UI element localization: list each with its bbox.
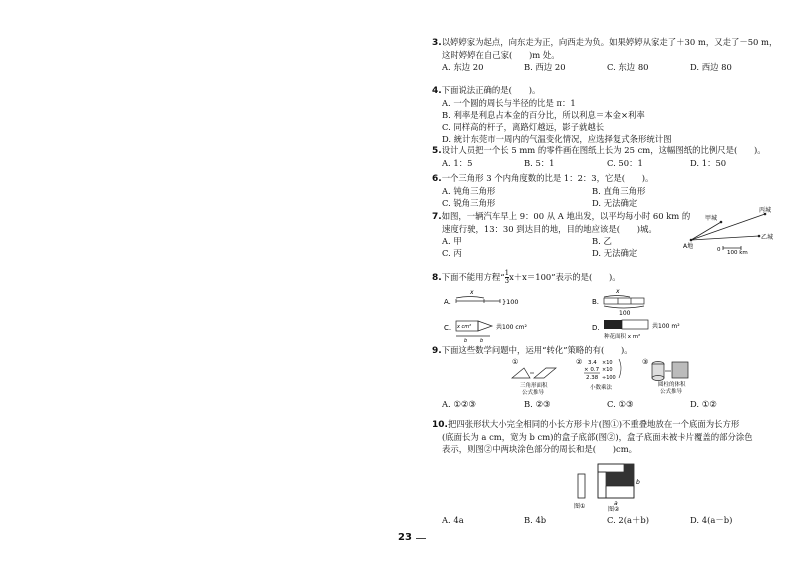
question-number: 3. (432, 38, 442, 48)
option-a-label[interactable]: A. (444, 298, 451, 306)
question-text: 下面这些数学问题中，运用“转化”策略的有( )。 (441, 345, 633, 355)
option-c[interactable]: C. 丙 (442, 248, 462, 258)
question-8 (432, 270, 782, 285)
b-brace-top (604, 296, 630, 298)
label-bing: 丙城 (759, 207, 772, 214)
fig1-parallelogram (534, 368, 556, 378)
option-c[interactable]: C. 锐角三角形 (442, 198, 496, 208)
options-row (432, 514, 782, 526)
a-brace-top (456, 297, 484, 299)
question-number: 6. (432, 174, 442, 184)
option-b[interactable]: B. 直角三角形 (592, 186, 646, 196)
d-planted-area (604, 320, 622, 329)
c-b-label: b (464, 338, 468, 344)
c-box-label: x cm² (457, 324, 472, 330)
option-a[interactable]: A. 甲 (442, 236, 462, 246)
question-number: 10. (432, 420, 448, 430)
option-b[interactable]: B. 5：1 (524, 158, 555, 168)
question-number: 5. (432, 146, 442, 156)
question-number: 8. (432, 273, 442, 283)
option-d[interactable]: D. 西边 80 (690, 62, 732, 72)
options-row (432, 61, 782, 73)
question-text: 表示，则图②中两块涂色部分的周长和是( )cm。 (442, 444, 638, 454)
scale-label: 100 km (727, 250, 748, 256)
option-d[interactable]: D. ①② (690, 399, 717, 409)
question-10 (432, 418, 782, 455)
fig2-mark: ② (576, 358, 583, 366)
question-text: 如图，一辆汽车早上 9：00 从 A 地出发，以平均每小时 60 km 的 (441, 211, 691, 221)
label-b: b (636, 479, 640, 486)
question-10-options (432, 514, 782, 526)
option-b[interactable]: B. 西边 20 (524, 62, 566, 72)
option-b-label[interactable]: B. (592, 298, 600, 306)
scale-zero: 0 (717, 247, 721, 253)
fig2-row2: × 0.7 (584, 367, 600, 373)
fig3-cuboid (672, 362, 688, 378)
question-number: 7. (432, 212, 442, 222)
option-a[interactable]: A. 4a (442, 515, 464, 525)
option-d[interactable]: D. 4(a－b) (690, 515, 733, 525)
fig3-caption-2: 公式推导 (660, 389, 683, 395)
a-x-label: x (470, 289, 474, 296)
b-brace-bottom (604, 306, 644, 308)
point-jia (720, 221, 723, 224)
fig1-caption-1: 三角形面积 (520, 383, 548, 389)
d-total: 共100 m² (652, 323, 680, 330)
fig2-caption: 图② (608, 506, 620, 512)
question-text: 下面不能用方程“ (441, 272, 505, 282)
question-text: 这时婷婷在自己家( )m 处。 (442, 50, 560, 60)
q9-figures (508, 356, 748, 396)
fig3-cylinder-bottom (652, 376, 664, 381)
option-a[interactable]: A. ①②③ (442, 399, 476, 409)
fig2-row3b: ÷100 (602, 375, 616, 381)
fig2-caption: 小数乘法 (590, 385, 613, 391)
options-row (432, 398, 782, 410)
option-d-label[interactable]: D. (592, 324, 600, 332)
q7-map-figure (683, 206, 783, 256)
fraction-denominator: 3 (504, 277, 510, 285)
d-remaining-area (622, 320, 648, 329)
c-b-label-2: b (480, 338, 484, 344)
shaded-area-middle (606, 472, 624, 486)
card-bottom (606, 486, 634, 498)
options-row (432, 157, 782, 169)
option-b[interactable]: B. ②③ (524, 399, 551, 409)
question-6 (432, 172, 782, 209)
question-text: 设计人员把一个长 5 mm 的零件画在图纸上长为 25 cm，这幅图纸的比例尺是( )。 (441, 145, 766, 155)
label-yi: 乙城 (761, 234, 774, 241)
fig1-mark: ① (512, 358, 519, 366)
fig2-bracket (619, 359, 621, 378)
option-d[interactable]: D. 統计东莞市一周内的气温变化情况，应选择复式条形统计图 (442, 134, 672, 144)
a-total: }100 (502, 298, 519, 306)
fig3-caption-1: 圆柱的体积 (658, 382, 686, 388)
option-b[interactable]: B. 4b (524, 515, 547, 525)
option-a[interactable]: A. 一个圆的周长与半径的比是 π：1 (442, 98, 576, 108)
question-number: 9. (432, 346, 442, 356)
fig2-row1b: ×10 (602, 360, 613, 366)
question-text: 一个三角形 3 个内角度数的比是 1：2：3，它是( )。 (441, 173, 654, 183)
point-yi (758, 235, 761, 238)
question-5 (432, 144, 782, 169)
question-text: x＋x＝100”表示的是( )。 (509, 272, 621, 282)
page-number-dash (416, 538, 426, 539)
option-c[interactable]: C. 东边 80 (607, 62, 649, 72)
fig2-row1: 3.4 (588, 360, 597, 366)
fig2-row2b: ×10 (602, 367, 613, 373)
options-row (432, 185, 782, 197)
option-d[interactable]: D. 1：50 (690, 158, 727, 168)
option-c[interactable]: C. 2(a＋b) (607, 515, 650, 525)
question-3 (432, 36, 782, 73)
option-c[interactable]: C. 50：1 (607, 158, 643, 168)
option-b[interactable]: B. 乙 (592, 236, 612, 246)
option-a[interactable]: A. 钝角三角形 (442, 186, 496, 196)
fraction-numerator: 1 (504, 269, 510, 277)
label-a: a (614, 500, 618, 507)
card-top (598, 464, 624, 472)
question-4 (432, 84, 782, 145)
c-triangle (478, 321, 492, 331)
c-total: 共100 cm² (496, 324, 527, 331)
option-c[interactable]: C. ①③ (607, 399, 634, 409)
label-jia: 甲城 (705, 215, 718, 222)
question-9-options (432, 398, 782, 410)
question-text: (底面长为 a cm，宽为 b cm)的盒子底部(图②)，盒子底面未被卡片覆盖的部分涂色 (442, 432, 753, 442)
fig1-caption-2: 公式推导 (522, 390, 545, 396)
option-d[interactable]: D. 无法确定 (592, 248, 638, 258)
shaded-area-right (624, 464, 634, 486)
option-b[interactable]: B. 利率是利息占本金的百分比，所以利息＝本金×利率 (442, 110, 645, 120)
option-c[interactable]: C. 同样高的杆子，离路灯越远，影子就越长 (442, 122, 605, 132)
b-total: 100 (619, 310, 631, 317)
card-left (598, 472, 606, 498)
option-c-label[interactable]: C. (444, 324, 452, 332)
page-number: 23 (398, 532, 412, 543)
question-text: 以婷婷家为起点，向东走为正，向西走为负。如果婷婷从家走了＋30 m，又走了－50 m， (441, 37, 778, 47)
b-bar (604, 298, 644, 304)
q8-figures (440, 288, 780, 346)
fig1-caption: 图① (574, 503, 586, 510)
q10-figures (570, 458, 650, 512)
question-text: 速度行驶，13：30 到达目的地，目的地应该是( )城。 (442, 224, 657, 234)
question-text: 下面说法正确的是( )。 (441, 85, 541, 95)
question-number: 4. (432, 86, 442, 96)
option-a[interactable]: A. 东边 20 (442, 62, 484, 72)
question-text: 把四张形状大小完全相同的小长方形卡片(图①)不重叠地放在一个底面为长方形 (447, 419, 740, 429)
option-a[interactable]: A. 1：5 (442, 158, 473, 168)
b-x-label: x (616, 288, 620, 295)
fig1-triangle (512, 368, 530, 378)
point-a (690, 239, 693, 242)
fig2-box (598, 464, 634, 498)
fig2-row3: 2.38 (586, 375, 599, 381)
d-caption: 种花面积 x m² (604, 334, 641, 340)
option-d[interactable]: D. 无法确定 (592, 198, 638, 208)
fig1-card (578, 474, 585, 498)
label-a: A地 (683, 243, 694, 250)
fig3-mark: ③ (642, 358, 649, 366)
